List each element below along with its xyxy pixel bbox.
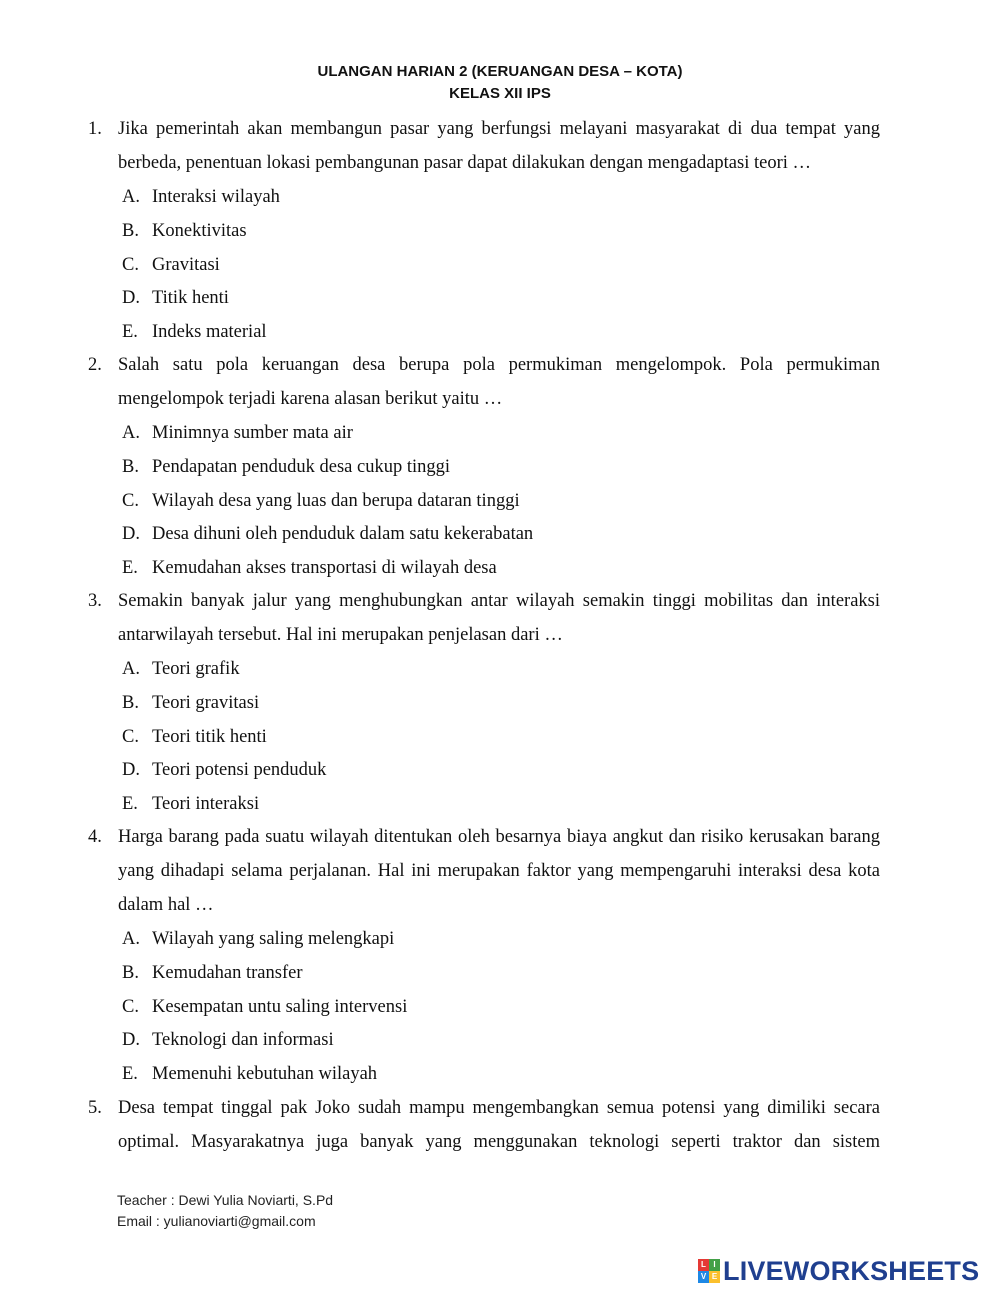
option-letter: B. [122,962,139,983]
option-letter: D. [122,524,140,545]
option-text: Minimnya sumber mata air [152,423,353,443]
option-text: Desa dihuni oleh penduduk dalam satu kekerabatan [152,524,534,545]
option-letter: A. [122,659,140,679]
option-letter: B. [122,692,139,713]
option-text: Teori interaksi [152,794,260,814]
option-letter: C. [122,254,139,275]
option-d[interactable] [122,1023,880,1057]
option-text: Titik henti [152,288,229,309]
logo-mark-letter: I [709,1259,720,1271]
teacher-email: Email : yulianoviarti@gmail.com [117,1213,316,1229]
option-list [122,416,880,585]
page-title: ULANGAN HARIAN 2 (KERUANGAN DESA – KOTA) [317,63,683,80]
question-4 [88,820,880,1091]
option-text: Teori grafik [152,659,240,679]
option-d[interactable] [122,753,880,787]
option-text: Konektivitas [152,220,247,241]
option-b[interactable] [122,214,880,248]
option-a[interactable] [122,416,880,450]
option-text: Memenuhi kebutuhan wilayah [152,1064,378,1084]
liveworksheets-logo-icon [698,1259,720,1283]
option-c[interactable] [122,484,880,518]
option-e[interactable] [122,315,880,349]
option-text: Teori titik henti [152,726,267,747]
logo-mark-letter: E [709,1271,720,1283]
option-letter: C. [122,490,139,511]
option-e[interactable] [122,787,880,821]
option-letter: A. [122,929,140,949]
option-letter: A. [122,187,140,207]
question-text: Desa tempat tinggal pak Joko sudah mampu mengembangkan semua potensi yang dimiliki secara optimal. Masyarakatnya juga banyak yang menggunakan teknologi seperti traktor dan sistem [118,1098,880,1152]
option-letter: D. [122,760,140,781]
question-1 [88,112,880,349]
option-letter: C. [122,726,139,747]
question-2 [88,348,880,585]
option-d[interactable] [122,281,880,315]
logo-text: LIVEWORKSHEETS [723,1255,980,1286]
option-c[interactable] [122,720,880,754]
option-text: Kemudahan transfer [152,962,303,983]
logo-mark-letter: L [698,1259,709,1271]
option-e[interactable] [122,551,880,585]
option-b[interactable] [122,686,880,720]
question-text: Jika pemerintah akan membangun pasar yang berfungsi melayani masyarakat di dua tempat yang berbeda, penentuan lokasi pembangunan pasar dapat dilakukan dengan mengadaptasi teori … [118,119,880,173]
option-c[interactable] [122,990,880,1024]
question-5 [88,1091,880,1159]
liveworksheets-logo[interactable] [698,1256,979,1286]
option-letter: D. [122,288,140,309]
option-letter: D. [122,1030,140,1051]
question-text: Semakin banyak jalur yang menghubungkan antar wilayah semakin tinggi mobilitas dan interaksi antarwilayah tersebut. Hal ini merupakan penjelasan dari … [118,591,880,645]
option-a[interactable] [122,922,880,956]
question-number: 4. [88,827,102,847]
option-e[interactable] [122,1057,880,1091]
option-letter: C. [122,996,139,1017]
option-a[interactable] [122,180,880,214]
question-number: 2. [88,355,102,375]
option-list [122,180,880,349]
option-text: Wilayah yang saling melengkapi [152,929,395,949]
option-text: Wilayah desa yang luas dan berupa dataran tinggi [152,490,520,511]
option-b[interactable] [122,956,880,990]
option-text: Indeks material [152,322,267,342]
question-number: 5. [88,1098,102,1118]
question-3 [88,584,880,821]
option-text: Kesempatan untu saling intervensi [152,996,408,1017]
option-letter: E. [122,1064,138,1084]
logo-mark-letter: V [698,1271,709,1283]
option-c[interactable] [122,248,880,282]
teacher-name: Teacher : Dewi Yulia Noviarti, S.Pd [117,1192,334,1208]
question-text: Salah satu pola keruangan desa berupa pola permukiman mengelompok. Pola permukiman mengelompok terjadi karena alasan berikut yaitu … [118,355,880,409]
question-number: 1. [88,119,102,139]
option-letter: B. [122,220,139,241]
option-text: Teori gravitasi [152,692,260,713]
option-text: Gravitasi [152,254,220,275]
option-letter: B. [122,456,139,477]
option-a[interactable] [122,652,880,686]
option-text: Teknologi dan informasi [152,1030,334,1051]
option-text: Kemudahan akses transportasi di wilayah desa [152,558,497,578]
option-list [122,652,880,821]
question-text: Harga barang pada suatu wilayah ditentukan oleh besarnya biaya angkut dan risiko kerusakan barang yang dihadapi selama perjalanan. Hal ini merupakan faktor yang mempengaruhi interaksi desa kota dalam hal … [118,827,880,915]
option-list [122,922,880,1091]
option-d[interactable] [122,517,880,551]
option-letter: E. [122,794,138,814]
page-subtitle: KELAS XII IPS [449,85,551,102]
option-letter: E. [122,558,138,578]
option-text: Interaksi wilayah [152,187,280,207]
option-letter: A. [122,423,140,443]
option-text: Teori potensi penduduk [152,760,327,781]
option-letter: E. [122,322,138,342]
option-b[interactable] [122,450,880,484]
question-number: 3. [88,591,102,611]
option-text: Pendapatan penduduk desa cukup tinggi [152,456,450,477]
